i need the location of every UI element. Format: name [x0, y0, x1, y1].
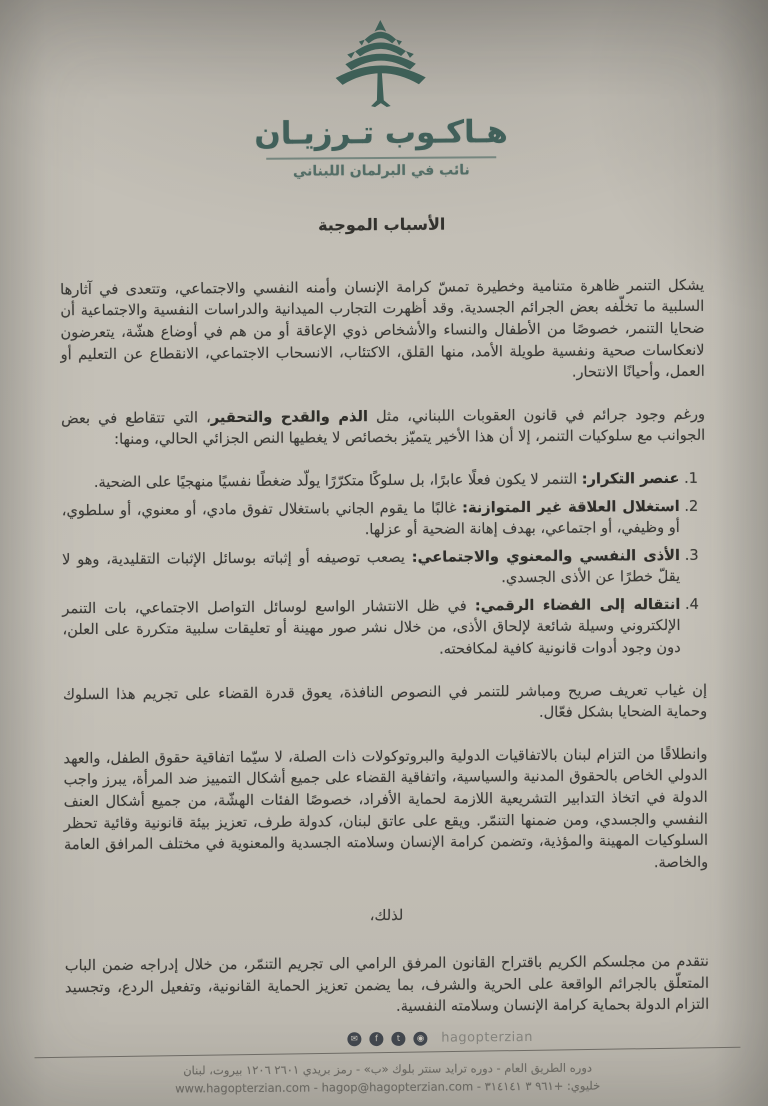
instagram-icon: ◉	[414, 1031, 428, 1045]
list-item-unbalanced-relationship-title: استغلال العلاقة غير المتوازنة:	[462, 497, 680, 516]
document-body	[0, 210, 768, 1020]
paragraph-international-commitments: وانطلاقًا من التزام لبنان بالاتفاقيات الدولية والبروتوكولات ذات الصلة، لا سيّما اتفاقية حقوق الطفل، والعهد الدولي الخاص بالحقوق المدنية والسياسية، واتفاقية القضاء على جميع أشكال التمييز ضد المرأة، يبرز واجب الدولة في اتخاذ التدابير التشريعية اللازمة لحماية الأفراد، خصوصًا الفئات الهشّة، من جميع أشكال العنف النفسي والجسدي، ومن ضمنها التنمّر. ويقع على عاتق لبنان، كدولة طرف، تعزيز بيئة قانونية وقائية تحظر السلوكيات المهينة والمؤذية، وتضمن كرامة الإنسان وسلامته الجسدية والمعنوية في مختلف المرافق العامة والخاصة.	[63, 745, 709, 871]
email-icon: ✉	[347, 1032, 361, 1046]
social-handle: hagopterzian	[441, 1029, 534, 1046]
list-item-digital-space-text: في ظل الانتشار الواسع لوسائل التواصل الاجتماعي، بات التنمر الإلكتروني وسيلة شائعة لإلحاق الأذى، من خلال نشر صور مهينة أو تعليقات سلبية متكررة على العلن، دون وجود أدوات قانونية كافية لمكافحته.	[62, 597, 681, 658]
document-title: الأسباب الموجبة	[317, 214, 446, 235]
letterhead-name: هـاكـوب تـرزيـان	[254, 114, 508, 152]
list-item-psychological-harm	[62, 545, 680, 593]
letterhead	[0, 0, 765, 182]
social-row	[55, 1025, 768, 1046]
list-item-unbalanced-relationship-text: غالبًا ما يقوم الجاني باستغلال تفوق مادي، أو معنوي، أو سلطوي، أو وظيفي، أو اجتماعي، بهدف إهانة الضحية أو عزلها.	[61, 498, 680, 539]
paragraph-conclusion: نتقدم من مجلسكم الكريم باقتراح القانون المرفق الرامي الى تجريم التنمّر، من خلال إدراجه ضمن الباب المتعلّق بالجرائم الواقعة على الحرية والشرف، بما يضمن تعزيز الحماية القانونية، وتفعيل الردع، وتجسيد التزام الدولة بحماية كرامة الإنسان وسلامته النفسية.	[64, 952, 710, 1016]
paragraph-existing-crimes-start: ورغم وجود جرائم في قانون العقوبات اللبناني، مثل	[367, 405, 706, 425]
list-item-digital-space-title: انتقاله إلى الفضاء الرقمي:	[474, 595, 681, 615]
list-item-repetition	[61, 468, 679, 494]
footer-contact: خليوي: ‎+٩٦١ ٣ ٣١٤١٤١ - www.hagopterzian.com - hagop@hagopterzian.com	[175, 1078, 601, 1096]
footer-address: دوره الطريق العام - دوره ترايد سنتر بلوك «ب» - رمز بريدي ٢٦٠١ ١٢٠٦ بيروت، لبنان	[183, 1060, 593, 1078]
paragraph-existing-crimes	[61, 403, 705, 451]
list-item-digital-space	[62, 594, 680, 663]
paragraph-existing-crimes-end: ، التي تتقاطع في بعض الجوانب مع سلوكيات التنمر، إلا أن هذا الأخير يتميّز بخصائص لا يغطيها النص الجزائي الحالي، ومنها:	[60, 408, 706, 449]
paragraph-intro: يشكل التنمر ظاهرة متنامية وخطيرة تمسّ كرامة الإنسان وأمنه النفسي والاجتماعي، وتتعدى في آثارها السلبية ما تخلّفه بعض الجرائم الجسدية. وقد أظهرت التجارب الميدانية والدراسات النفسية والاجتماعية أن ضحايا التنمر، خصوصًا من الأطفال والنساء والأشخاص ذوي الإعاقة أو من هم في أوضاع هشّة، يتعرضون لانعكاسات صحية ونفسية طويلة الأمد، منها القلق، الاكتئاب، الانسحاب الاجتماعي، الانقطاع عن التعليم أو العمل، وأحيانًا الانتحار.	[60, 276, 705, 381]
facebook-icon: f	[369, 1032, 383, 1046]
list-item-repetition-title: عنصر التكرار:	[581, 469, 680, 488]
list-item-unbalanced-relationship	[62, 495, 680, 543]
therefore-line: لذلك،	[369, 907, 404, 925]
bullying-characteristics-list	[61, 468, 706, 663]
list-item-psychological-harm-title: الأذى النفسي والمعنوي والاجتماعي:	[411, 546, 681, 566]
page-footer	[3, 1025, 768, 1106]
footer-divider	[35, 1047, 741, 1058]
letterhead-subtitle: نائب في البرلمان اللبناني	[292, 162, 470, 180]
list-item-repetition-text: التنمر لا يكون فعلًا عابرًا، بل سلوكًا متكرّرًا يولّد ضغطًا نفسيًا منهجيًا على الضحية.	[93, 470, 582, 491]
list-item-psychological-harm-text: يصعب توصيفه أو إثباته بوسائل الإثبات التقليدية، وهو لا يقلّ خطرًا عن الأذى الجسدي.	[61, 548, 681, 587]
cedar-tree-logo	[321, 18, 440, 111]
twitter-icon: t	[391, 1031, 405, 1045]
letterhead-divider	[266, 156, 496, 160]
paragraph-definition-gap: إن غياب تعريف صريح ومباشر للتنمر في النصوص النافذة، يعوق قدرة القضاء على تجريم هذا السلوك وحماية الضحايا بشكل فعّال.	[62, 681, 708, 722]
paragraph-existing-crimes-bold: الذم والقدح والتحقير	[210, 407, 368, 426]
